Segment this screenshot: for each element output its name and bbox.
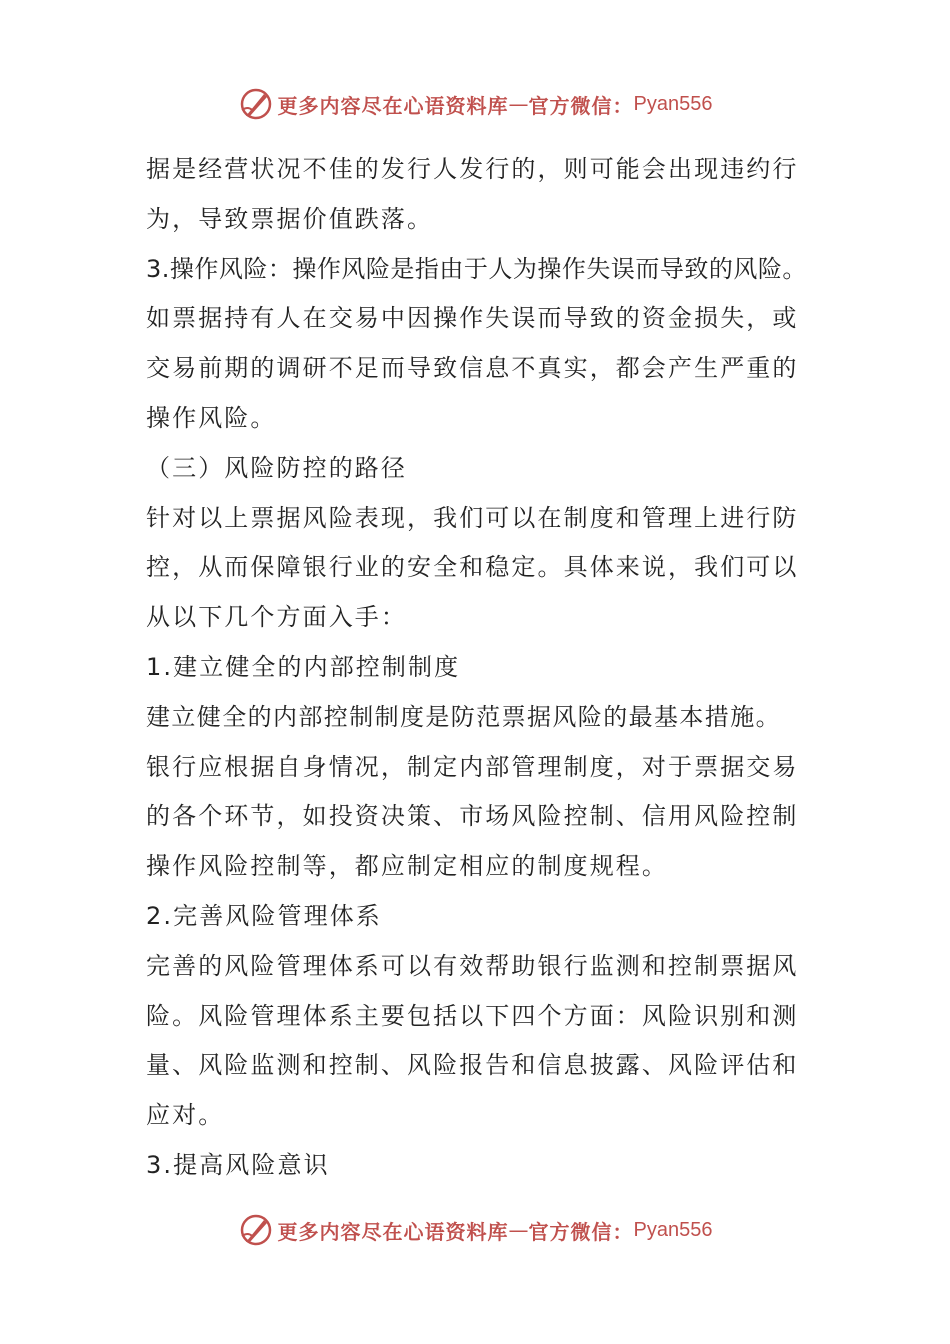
text-line: 银行应根据自身情况，制定内部管理制度，对于票据交易 bbox=[146, 752, 799, 781]
banner-handle: Pyan556 bbox=[633, 92, 713, 115]
text-line: 为，导致票据价值跌落。 bbox=[146, 204, 434, 233]
text-line: 的各个环节，如投资决策、市场风险控制、信用风险控制 bbox=[146, 802, 799, 831]
text-line: 建立健全的内部控制制度是防范票据风险的最基本措施。 bbox=[146, 702, 781, 731]
text-line: 针对以上票据风险表现，我们可以在制度和管理上进行防 bbox=[146, 503, 799, 532]
text-line: 交易前期的调研不足而导致信息不真实，都会产生严重的 bbox=[146, 354, 799, 383]
text-line: 操作风险控制等，都应制定相应的制度规程。 bbox=[146, 852, 668, 881]
text-line: 完善的风险管理体系可以有效帮助银行监测和控制票据风 bbox=[146, 951, 799, 980]
subheading: 3.提高风险意识 bbox=[146, 1150, 330, 1179]
quill-logo-icon bbox=[238, 86, 274, 122]
quill-logo-icon bbox=[238, 1212, 274, 1248]
footer-banner bbox=[0, 1210, 950, 1250]
subheading: 1.建立健全的内部控制制度 bbox=[146, 652, 461, 681]
banner-wechat-label: 官方微信： bbox=[528, 1219, 634, 1244]
subheading: 2.完善风险管理体系 bbox=[146, 901, 382, 930]
header-banner bbox=[0, 84, 950, 124]
banner-title: 更多内容尽在心语资料库 bbox=[277, 1219, 509, 1244]
text-line: 据是经营状况不佳的发行人发行的，则可能会出现违约行 bbox=[146, 155, 799, 183]
document-body bbox=[146, 145, 818, 1191]
text-line: 控，从而保障银行业的安全和稳定。具体来说，我们可以 bbox=[146, 553, 799, 582]
text-line: 操作风险。 bbox=[146, 403, 277, 432]
text-line: 量、风险监测和控制、风险报告和信息披露、风险评估和 bbox=[146, 1051, 799, 1080]
banner-separator: — bbox=[508, 1218, 529, 1242]
text-line: 从以下几个方面入手： bbox=[146, 603, 407, 632]
banner-wechat-label: 官方微信： bbox=[528, 93, 634, 118]
banner-handle: Pyan556 bbox=[633, 1218, 713, 1241]
banner-title: 更多内容尽在心语资料库 bbox=[277, 93, 509, 118]
text-line: 险。风险管理体系主要包括以下四个方面：风险识别和测 bbox=[146, 1001, 799, 1030]
text-line: 应对。 bbox=[146, 1101, 225, 1130]
section-heading: （三）风险防控的路径 bbox=[146, 453, 407, 482]
banner-separator: — bbox=[508, 92, 529, 116]
text-line: 如票据持有人在交易中因操作失误而导致的资金损失，或 bbox=[146, 304, 799, 333]
text-line: 3.操作风险：操作风险是指由于人为操作失误而导致的风险。 bbox=[146, 254, 807, 283]
